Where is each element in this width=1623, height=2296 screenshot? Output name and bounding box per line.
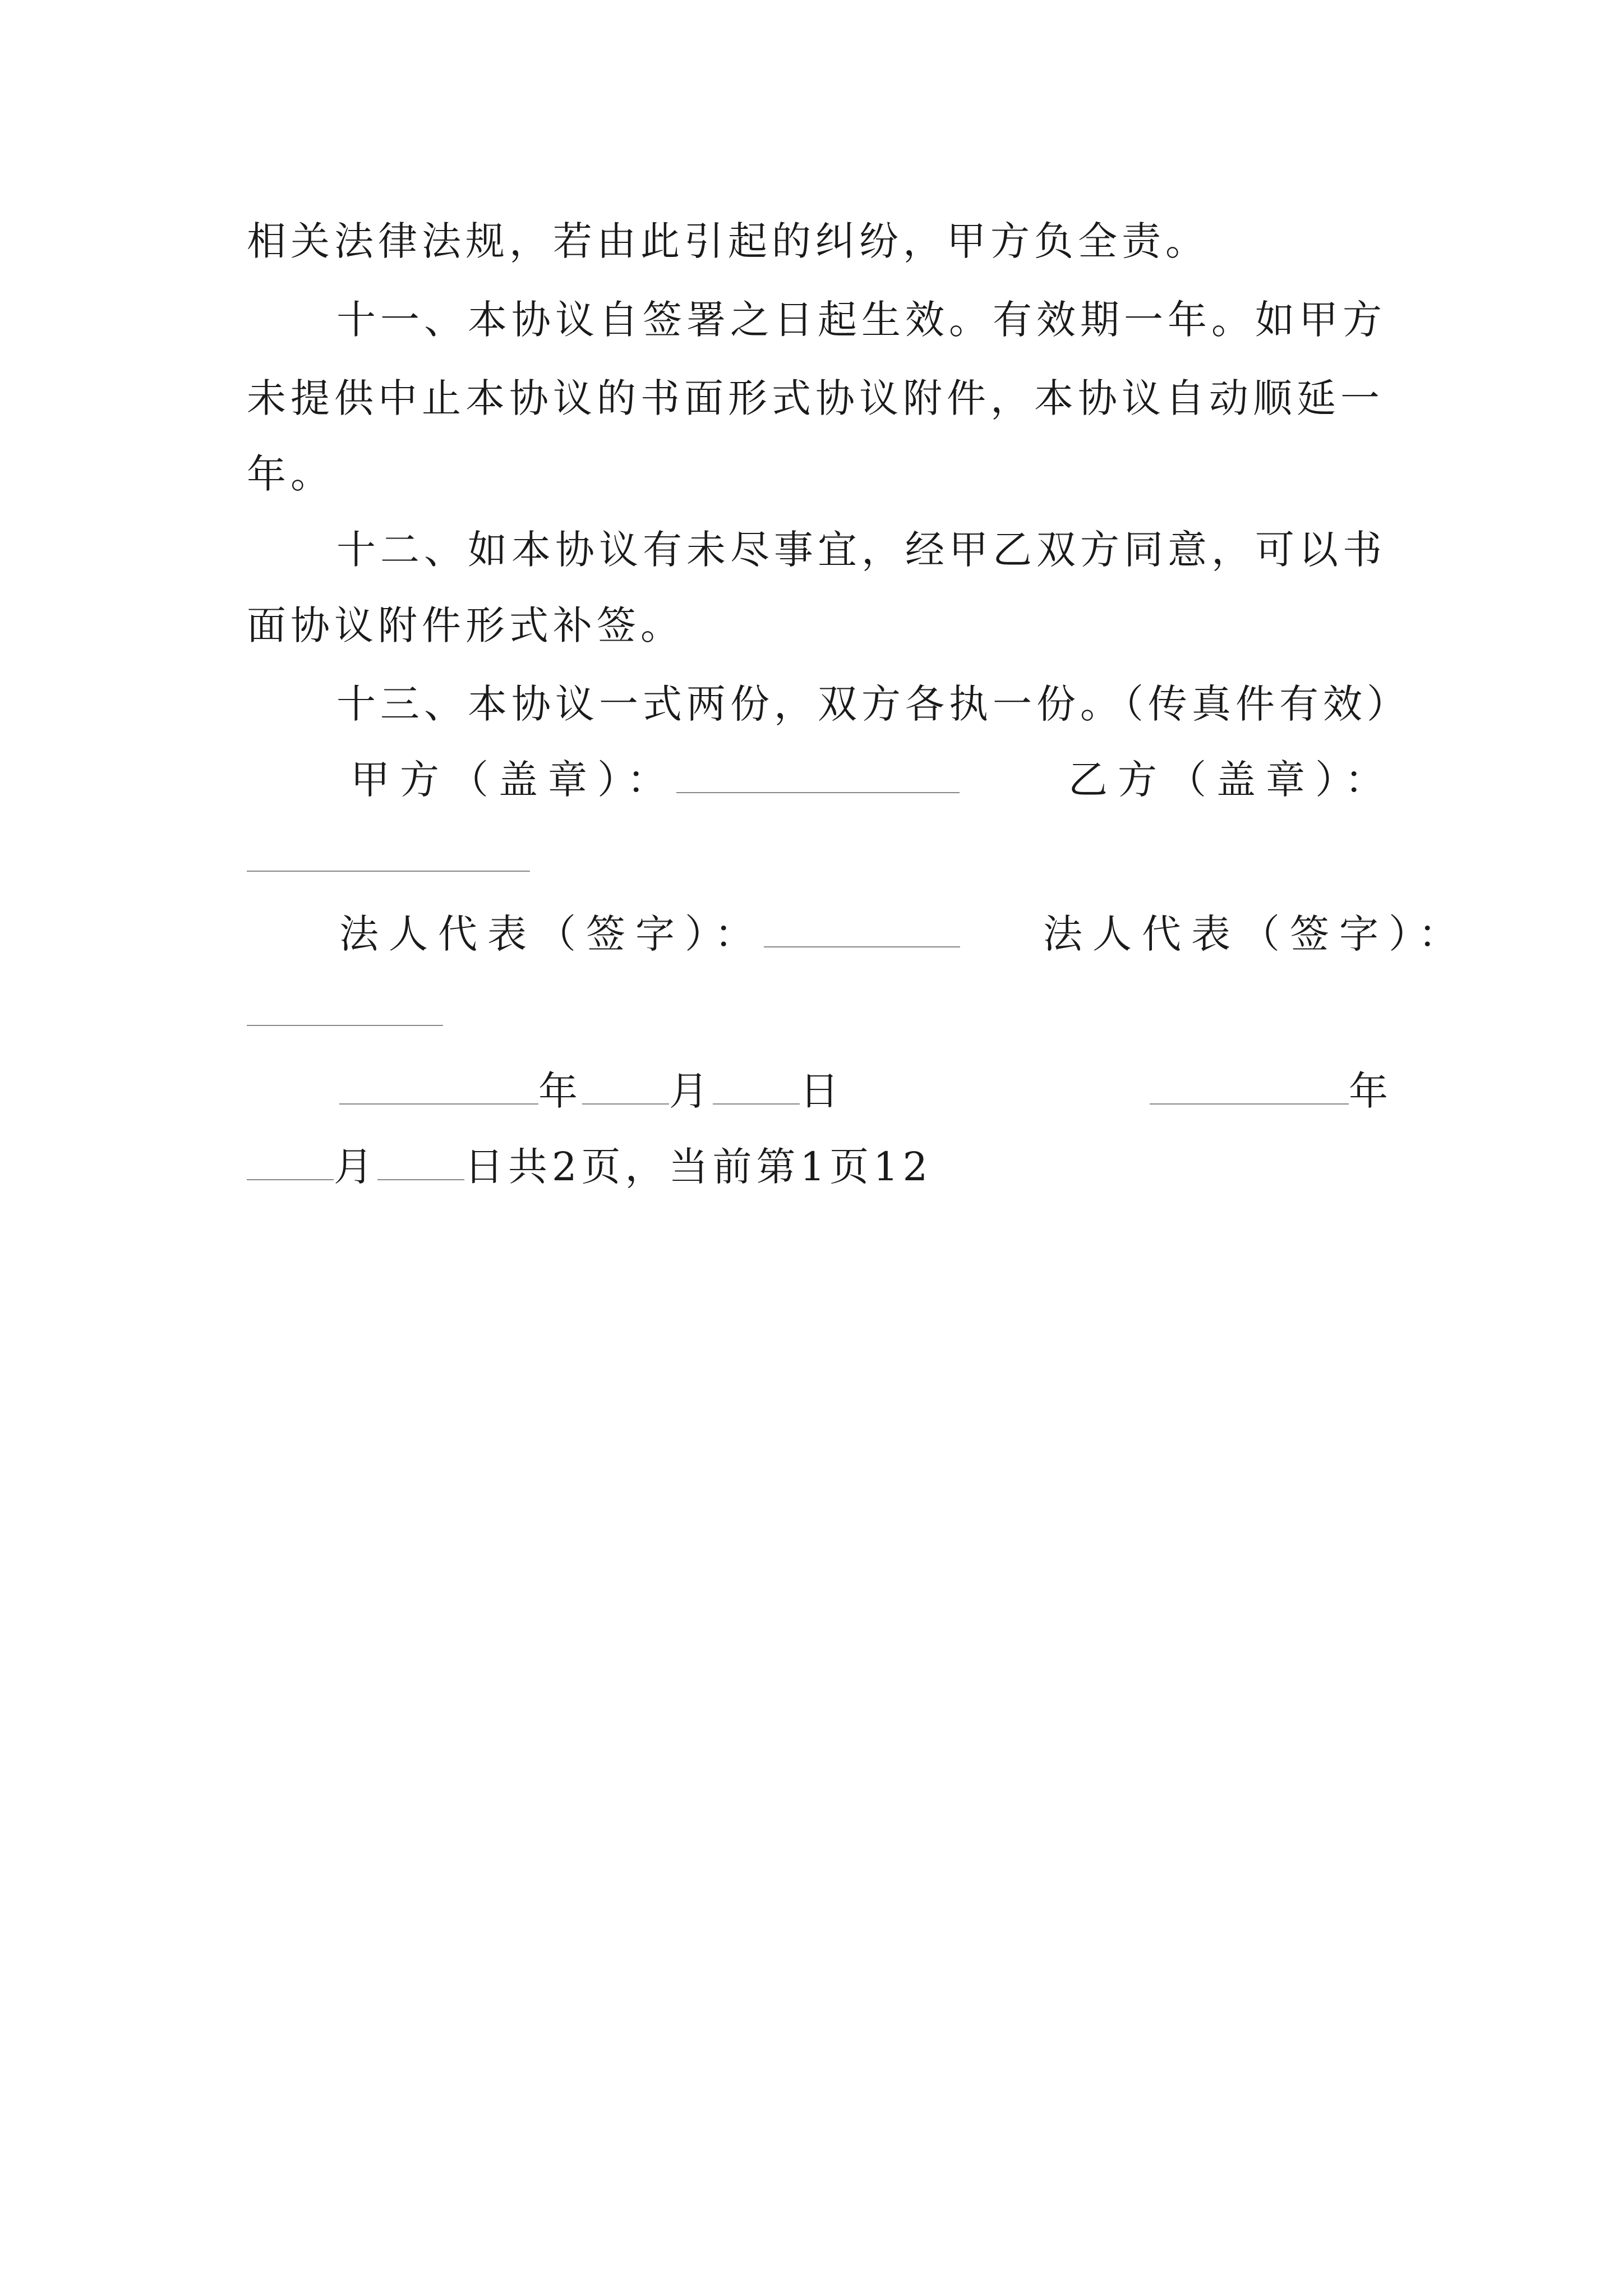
date-a-month-label: 月 bbox=[669, 1068, 713, 1114]
party-a-seal-label: 甲方（盖章）： bbox=[351, 757, 676, 803]
date-a-year-label: 年 bbox=[538, 1068, 582, 1114]
date-b-row bbox=[1150, 1066, 1393, 1116]
date-a-day-label: 日 bbox=[800, 1068, 843, 1114]
rep-a-blank bbox=[764, 913, 960, 947]
clause-13-line-1: 十三、本协议一式两份，双方各执一份。（传真件有效） bbox=[336, 681, 1410, 727]
date-a-day-blank bbox=[713, 1070, 800, 1105]
clause-12-line-1: 十二、如本协议有未尽事宜，经甲乙双方同意，可以书 bbox=[336, 527, 1386, 573]
date-b-continued-row bbox=[247, 1142, 932, 1192]
rep-b-label: 法人代表（签字）： bbox=[1043, 911, 1468, 957]
date-b-year-blank bbox=[1150, 1070, 1349, 1105]
page-footer: 日共2页，当前第1页12 bbox=[464, 1144, 933, 1190]
party-b-seal-row bbox=[1068, 754, 1394, 805]
date-b-month-blank bbox=[247, 1145, 334, 1180]
clause-11-line-1: 十一、本协议自签署之日起生效。有效期一年。如甲方 bbox=[336, 297, 1386, 343]
rep-b-blank bbox=[247, 991, 443, 1026]
clause-11-line-2: 未提供中止本协议的书面形式协议附件，本协议自动顺延一 bbox=[247, 375, 1384, 421]
clause-11-line-3: 年。 bbox=[247, 451, 334, 497]
rep-a-row bbox=[339, 909, 960, 959]
date-b-month-label: 月 bbox=[334, 1144, 377, 1190]
date-a-year-blank bbox=[339, 1070, 538, 1105]
date-a-row bbox=[339, 1066, 843, 1116]
party-b-seal-blank-row bbox=[247, 833, 530, 884]
party-b-seal-label: 乙方（盖章）： bbox=[1068, 757, 1394, 803]
party-a-seal-blank bbox=[676, 758, 960, 793]
rep-b-blank-row bbox=[247, 987, 443, 1038]
date-b-day-blank bbox=[377, 1145, 464, 1180]
clause-12-line-2: 面协议附件形式补签。 bbox=[247, 602, 684, 648]
party-a-seal-row bbox=[351, 754, 960, 805]
body-line-1: 相关法律法规，若由此引起的纠纷，甲方负全责。 bbox=[247, 218, 1209, 264]
party-b-seal-blank bbox=[247, 837, 530, 872]
rep-b-row bbox=[1043, 909, 1468, 959]
date-b-year-label: 年 bbox=[1349, 1068, 1393, 1114]
rep-a-label: 法人代表（签字）： bbox=[339, 911, 764, 957]
date-a-month-blank bbox=[582, 1070, 669, 1105]
